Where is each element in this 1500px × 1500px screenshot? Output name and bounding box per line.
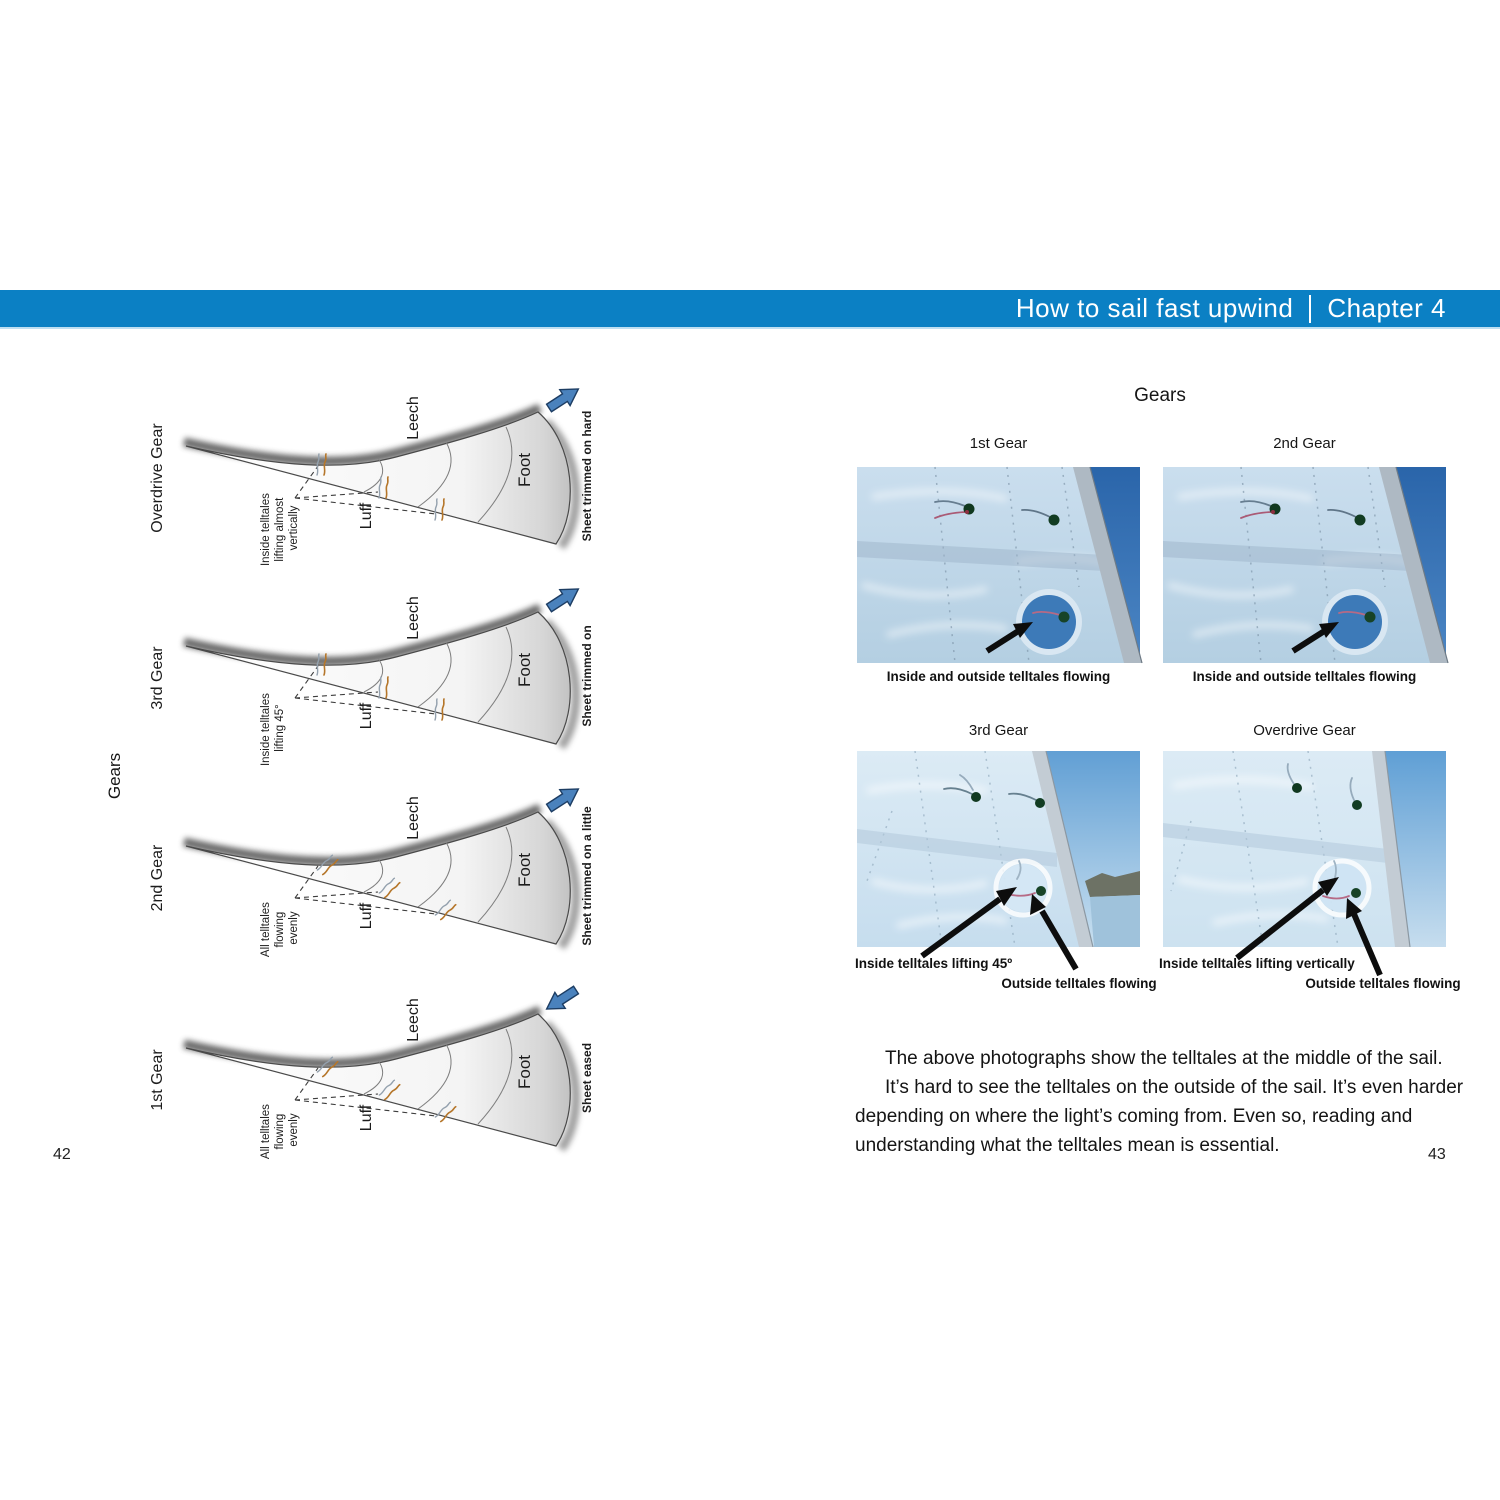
photo-label-3rd-gear: 3rd Gear [968, 722, 1029, 739]
photo-label-1st-gear: 1st Gear [969, 435, 1028, 452]
sheet-note: Sheet trimmed on [580, 625, 594, 727]
gear-label: Overdrive Gear [149, 423, 166, 533]
gear-label: 3rd Gear [149, 646, 166, 710]
photo-caption: Inside and outside telltales flowing [886, 669, 1111, 684]
telltale-window [1022, 595, 1076, 649]
photo-overdrive-gear [1159, 751, 1461, 1001]
sail-diagram-1st-gear [128, 980, 610, 1184]
leech-label: Leech [405, 998, 422, 1042]
sail-outline [186, 612, 570, 744]
telltale-window [1328, 595, 1382, 649]
sheet-note: Sheet trimmed on a little [580, 806, 594, 946]
sheet-arrow [544, 781, 584, 816]
section-title: How to sail fast upwind [1015, 293, 1294, 323]
luff-label: Luff [358, 902, 375, 930]
luff-label: Luff [358, 702, 375, 730]
foot-label: Foot [515, 652, 534, 688]
sail-diagram-2nd-gear [128, 778, 610, 982]
sail-outline [186, 1014, 570, 1146]
water [1090, 895, 1140, 947]
photo-label-2nd-gear: 2nd Gear [1273, 435, 1336, 452]
chapter-header-bar [0, 290, 1500, 329]
photo-3rd-gear [855, 751, 1157, 1001]
photo-caption: Inside and outside telltales flowing [1192, 669, 1417, 684]
chapter-title: Chapter 4 [1327, 293, 1446, 323]
header-divider [1309, 295, 1311, 323]
foot-label: Foot [515, 452, 534, 488]
leech-label: Leech [405, 796, 422, 840]
foot-label: Foot [515, 1054, 534, 1090]
sail-diagram-overdrive-gear [128, 378, 610, 582]
page-number-left: 42 [53, 1146, 71, 1163]
photo-label-overdrive-gear: Overdrive Gear [1253, 722, 1356, 739]
gear-label: 1st Gear [149, 1049, 166, 1111]
photo-2nd-gear [1163, 467, 1446, 663]
page-number-right: 43 [1428, 1146, 1446, 1163]
caption-inside-telltales: Inside telltales lifting vertically [1159, 956, 1355, 971]
right-page-title: Gears [1134, 385, 1186, 406]
telltale-note: Inside telltales lifting 45° [260, 693, 286, 767]
caption-outside-telltales: Outside telltales flowing [1305, 976, 1461, 991]
luff-label: Luff [358, 1104, 375, 1132]
foot-label: Foot [515, 852, 534, 888]
telltale-note: Inside telltales lifting almost vertically [260, 493, 300, 567]
body-text [855, 1044, 1467, 1160]
leech-label: Leech [405, 596, 422, 640]
body-paragraph-2: It’s hard to see the telltales on the outside of the sail. It’s even harder depending on where the light’s coming from. Even so, reading and understanding what the telltales mean is essential. [855, 1077, 1464, 1156]
sail-outline [186, 812, 570, 944]
sheet-arrow [541, 982, 581, 1017]
sheet-arrow [544, 581, 584, 616]
sheet-note: Sheet eased [580, 1042, 594, 1114]
luff-label: Luff [358, 502, 375, 530]
left-page-side-label: Gears [105, 752, 124, 800]
sheet-note: Sheet trimmed on hard [580, 410, 594, 542]
caption-inside-telltales: Inside telltales lifting 45º [855, 956, 1013, 971]
sail-diagram-3rd-gear [128, 578, 610, 782]
gear-label: 2nd Gear [149, 844, 166, 912]
sheet-arrow [544, 381, 584, 416]
leech-label: Leech [405, 396, 422, 440]
body-paragraph-1: The above photographs show the telltales at the middle of the sail. [885, 1048, 1443, 1069]
sail-outline [186, 412, 570, 544]
telltale-note: All telltales flowing evenly [260, 902, 300, 958]
photo-1st-gear [857, 467, 1140, 663]
telltale-note: All telltales flowing evenly [260, 1104, 300, 1160]
caption-outside-telltales: Outside telltales flowing [1001, 976, 1157, 991]
